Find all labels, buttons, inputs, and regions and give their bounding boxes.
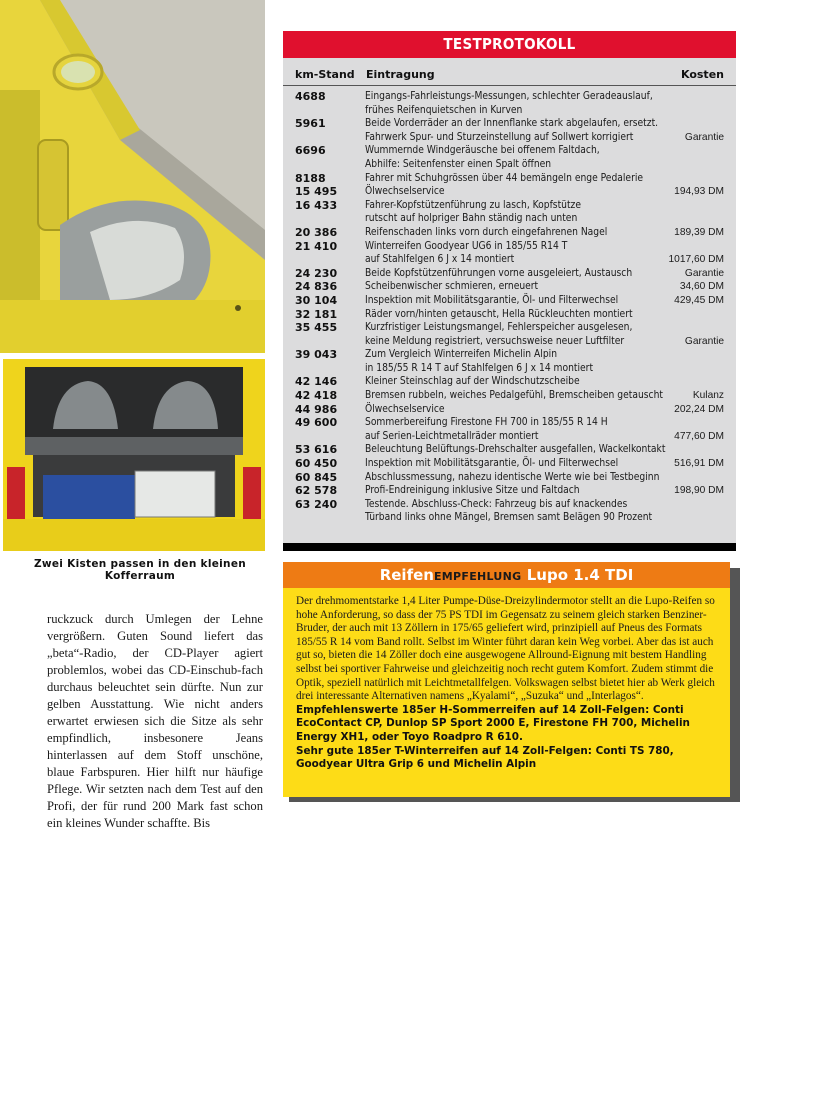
entry-line: Beleuchtung Belüftungs-Drehschalter ausgefallen, Wackelkontakt	[365, 444, 666, 456]
entry-cell	[365, 443, 666, 457]
testprotokoll-bottom-rule	[283, 543, 736, 551]
entry-cell	[365, 498, 655, 525]
entry-cell	[365, 457, 655, 471]
entry-cell	[365, 484, 655, 498]
tire-winter-recommendation: Sehr gute 185er T-Winterreifen auf 14 Zoll-Felgen: Conti TS 780, Goodyear Ultra Grip 6 und Michelin Alpin	[296, 744, 674, 771]
km-stand-cell: 30 104	[295, 293, 338, 307]
entry-line: Inspektion mit Mobilitätsgarantie, Öl- und Filterwechsel	[365, 458, 619, 470]
entry-cell	[365, 240, 655, 267]
km-stand-cell: 24 230	[295, 266, 338, 280]
entry-line: auf Serien-Leichtmetallräder montiert	[365, 430, 539, 442]
testprotokoll-column-headers	[283, 65, 736, 86]
entry-cell	[365, 348, 655, 375]
trunk-photo	[3, 359, 265, 551]
entry-line: Fahrer mit Schuhgrössen über 44 bemängeln enge Pedalerie	[365, 172, 644, 184]
cost-cell: 202,24 DM	[674, 403, 724, 415]
entry-line: Räder vorn/hinten getauscht, Hella Rückleuchten montiert	[365, 308, 633, 320]
entry-line: Sommerbereifung Firestone FH 700 in 185/55 R 14 H	[365, 417, 608, 429]
article-paragraph: ruckzuck durch Umlegen der Lehne vergrößern. Guten Sound liefert das „beta“-Radio, der CD-Player agiert problemlos, wobei das CD-Einschub-fach durchaus beleuchtet sein dürfte. Nun zur gelben Ausstattung. Wie nicht anders erwartet erwiesen sich die Sitze als sehr empfindlich, insbesonere Jeans hinterlassen auf dem Stoff unschöne, blaue Farbspuren. Hier hilft nur häufige Pflege. Wir setzten nach dem Test auf den Profi, der für rund 200 Mark fast schon ein kleines Wunder schaffte. Bis	[47, 612, 263, 830]
entry-cell	[365, 389, 663, 403]
table-row	[283, 375, 736, 389]
table-row	[283, 226, 736, 240]
table-row	[283, 389, 736, 403]
table-row	[283, 267, 736, 281]
entry-line: Kurzfristiger Leistungsmangel, Fehlerspeicher ausgelesen,	[365, 322, 633, 334]
entry-line: Abhilfe: Seitenfenster einen Spalt öffnen	[365, 158, 552, 170]
cost-cell: 477,60 DM	[674, 430, 724, 442]
table-row	[283, 294, 736, 308]
cost-cell: Garantie	[684, 335, 724, 347]
km-stand-cell: 20 386	[295, 225, 338, 239]
entry-cell	[365, 294, 655, 308]
entry-cell	[365, 90, 655, 117]
entry-line: auf Stahlfelgen 6 J x 14 montiert	[365, 254, 515, 266]
tire-text: Der drehmomentstarke 1,4 Liter Pumpe-Düse-Dreizylindermotor stellt an die Lupo-Reifen so hohe Anforderung, so dass der 75 PS TDI im Gegensatz zu seinem gleich starken Benziner-Bruder, der auch mit 13 Zöllern in 175/65 geliefert wird, prinzipiell auf Pneus des Formats 185/55 R 14 vom Band rollt. Selbst im Winter führt daran kein Weg vorbei. Aber das ist auch gut so, bieten die 14 Zöller doch eine ausgewogene Allround-Eignung mit bestem Handling selbst bei sportiver Fahrweise und gleichzeitig noch recht gutem Komfort. Zudem stimmt die Optik, speziell natürlich mit Leichtmetallfelgen. Volkswagen selbst bietet hier ab Werk gleich drei interessante Alternativen namens „Kyalami“, „Suzuka“ und „Interlagos“.	[296, 595, 715, 703]
km-stand-cell: 5961	[295, 117, 326, 131]
entry-line: Ölwechselservice	[365, 403, 445, 415]
table-row	[283, 416, 736, 443]
entry-line: Abschlussmessung, nahezu identische Werte wie bei Testbeginn	[365, 471, 660, 483]
entry-line: keine Meldung registriert, versuchsweise neuer Luftfilter	[365, 335, 625, 347]
entry-line: Türband links ohne Mängel, Bremsen samt Belägen 90 Prozent	[365, 512, 653, 524]
km-stand-cell: 24 836	[295, 280, 338, 294]
cost-cell: 429,45 DM	[674, 294, 724, 306]
entry-cell	[365, 280, 655, 294]
table-row	[283, 199, 736, 226]
entry-line: Winterreifen Goodyear UG6 in 185/55 R14 T	[365, 240, 568, 252]
km-stand-cell: 39 043	[295, 348, 338, 362]
entry-line: Fahrwerk Spur- und Sturzeinstellung auf Sollwert korrigiert	[365, 131, 634, 143]
entry-cell	[365, 185, 655, 199]
table-row	[283, 240, 736, 267]
km-stand-cell: 53 616	[295, 443, 338, 457]
table-row	[283, 144, 736, 171]
entry-line: Testende. Abschluss-Check: Fahrzeug bis auf knackendes	[365, 498, 628, 510]
entry-cell	[365, 117, 659, 144]
table-row	[283, 443, 736, 457]
tire-recommendation-title	[283, 562, 730, 588]
testprotokoll-title: TESTPROTOKOLL	[283, 31, 736, 58]
photo-caption: Zwei Kisten passen in den kleinen Kofferraum	[33, 558, 247, 582]
interior-photo-drawing	[0, 0, 265, 353]
title-model: Lupo 1.4 TDI	[526, 566, 634, 584]
entry-cell	[365, 375, 655, 389]
table-row	[283, 484, 736, 498]
cost-cell: Kulanz	[692, 390, 724, 402]
tire-recommendation-body	[296, 595, 716, 772]
table-row	[283, 280, 736, 294]
entry-line: Ölwechselservice	[365, 186, 445, 198]
table-row	[283, 308, 736, 322]
article-body-text	[47, 611, 263, 832]
entry-line: Kleiner Steinschlag auf der Windschutzscheibe	[365, 376, 580, 388]
table-row	[283, 348, 736, 375]
entry-cell	[365, 226, 655, 240]
entry-line: Beide Vorderräder an der Innenflanke stark abgelaufen, ersetzt.	[365, 118, 659, 130]
entry-cell	[365, 403, 655, 417]
entry-cell	[365, 144, 655, 171]
title-empfehlung: EMPFEHLUNG	[433, 570, 522, 583]
entry-line: Eingangs-Fahrleistungs-Messungen, schlechter Geradeauslauf,	[365, 91, 653, 102]
trunk-photo-drawing	[3, 359, 265, 551]
km-stand-cell: 15 495	[295, 185, 338, 199]
entry-cell	[365, 172, 655, 186]
cost-cell: Garantie	[684, 267, 724, 279]
entry-cell	[365, 321, 655, 348]
table-row	[283, 90, 736, 117]
cost-cell: 516,91 DM	[674, 458, 724, 470]
tire-summer-recommendation: Empfehlenswerte 185er H-Sommerreifen auf 14 Zoll-Felgen: Conti EcoContact CP, Dunlop SP Sport 2000 E, Firestone FH 700, Michelin Energy XH1, oder Toyo Roadpro R 610.	[296, 703, 690, 743]
km-stand-cell: 42 418	[295, 389, 338, 403]
km-stand-cell: 62 578	[295, 484, 338, 498]
entry-line: Bremsen rubbeln, weiches Pedalgefühl, Bremscheiben getauscht	[365, 390, 663, 402]
entry-cell	[365, 267, 655, 281]
table-row	[283, 498, 736, 525]
entry-line: Beide Kopfstützenführungen vorne ausgeleiert, Austausch	[365, 267, 633, 279]
entry-line: rutscht auf holpriger Bahn ständig nach unten	[365, 213, 578, 225]
table-row	[283, 471, 736, 485]
km-stand-cell: 4688	[295, 90, 326, 103]
entry-cell	[365, 471, 660, 485]
km-stand-cell: 44 986	[295, 402, 338, 416]
km-stand-cell: 32 181	[295, 307, 338, 321]
entry-cell	[365, 199, 655, 226]
title-reifen: Reifen	[379, 566, 434, 584]
cost-cell: 194,93 DM	[674, 186, 724, 198]
entry-cell	[365, 308, 655, 322]
testprotokoll-rows	[283, 90, 736, 525]
cost-cell: 1017,60 DM	[668, 254, 724, 266]
km-stand-cell: 60 845	[295, 470, 338, 484]
col-kosten: Kosten	[681, 68, 724, 81]
cost-cell: Garantie	[684, 131, 724, 143]
km-stand-cell: 42 146	[295, 375, 338, 389]
cost-cell: 189,39 DM	[674, 226, 724, 238]
tire-recommendation-box	[283, 562, 730, 797]
km-stand-cell: 49 600	[295, 416, 338, 430]
km-stand-cell: 35 455	[295, 321, 338, 335]
entry-line: frühes Reifenquietschen in Kurven	[365, 104, 523, 116]
entry-line: Profi-Endreinigung inklusive Sitze und Faltdach	[365, 485, 580, 497]
km-stand-cell: 6696	[295, 144, 326, 158]
table-row	[283, 403, 736, 417]
entry-line: Scheibenwischer schmieren, erneuert	[365, 281, 539, 293]
km-stand-cell: 16 433	[295, 198, 338, 212]
table-row	[283, 321, 736, 348]
col-eintragung: Eintragung	[366, 68, 435, 81]
interior-photo	[0, 0, 265, 353]
testprotokoll-box	[283, 31, 736, 550]
entry-cell	[365, 416, 655, 443]
entry-line: Fahrer-Kopfstützenführung zu lasch, Kopfstütze	[365, 199, 582, 211]
km-stand-cell: 21 410	[295, 239, 338, 253]
entry-line: Reifenschaden links vorn durch eingefahrenen Nagel	[365, 226, 608, 238]
table-row	[283, 185, 736, 199]
cost-cell: 34,60 DM	[679, 281, 724, 293]
table-row	[283, 117, 736, 144]
km-stand-cell: 8188	[295, 171, 326, 185]
entry-line: Wummernde Windgeräusche bei offenem Faltdach,	[365, 145, 600, 157]
km-stand-cell: 60 450	[295, 457, 338, 471]
cost-cell: 198,90 DM	[674, 485, 724, 497]
table-row	[283, 457, 736, 471]
col-km-stand: km-Stand	[295, 68, 355, 81]
km-stand-cell: 63 240	[295, 497, 338, 511]
entry-line: Zum Vergleich Winterreifen Michelin Alpin	[365, 349, 558, 361]
entry-line: in 185/55 R 14 T auf Stahlfelgen 6 J x 14 montiert	[365, 362, 594, 374]
entry-line: Inspektion mit Mobilitätsgarantie, Öl- und Filterwechsel	[365, 294, 619, 306]
table-row	[283, 172, 736, 186]
